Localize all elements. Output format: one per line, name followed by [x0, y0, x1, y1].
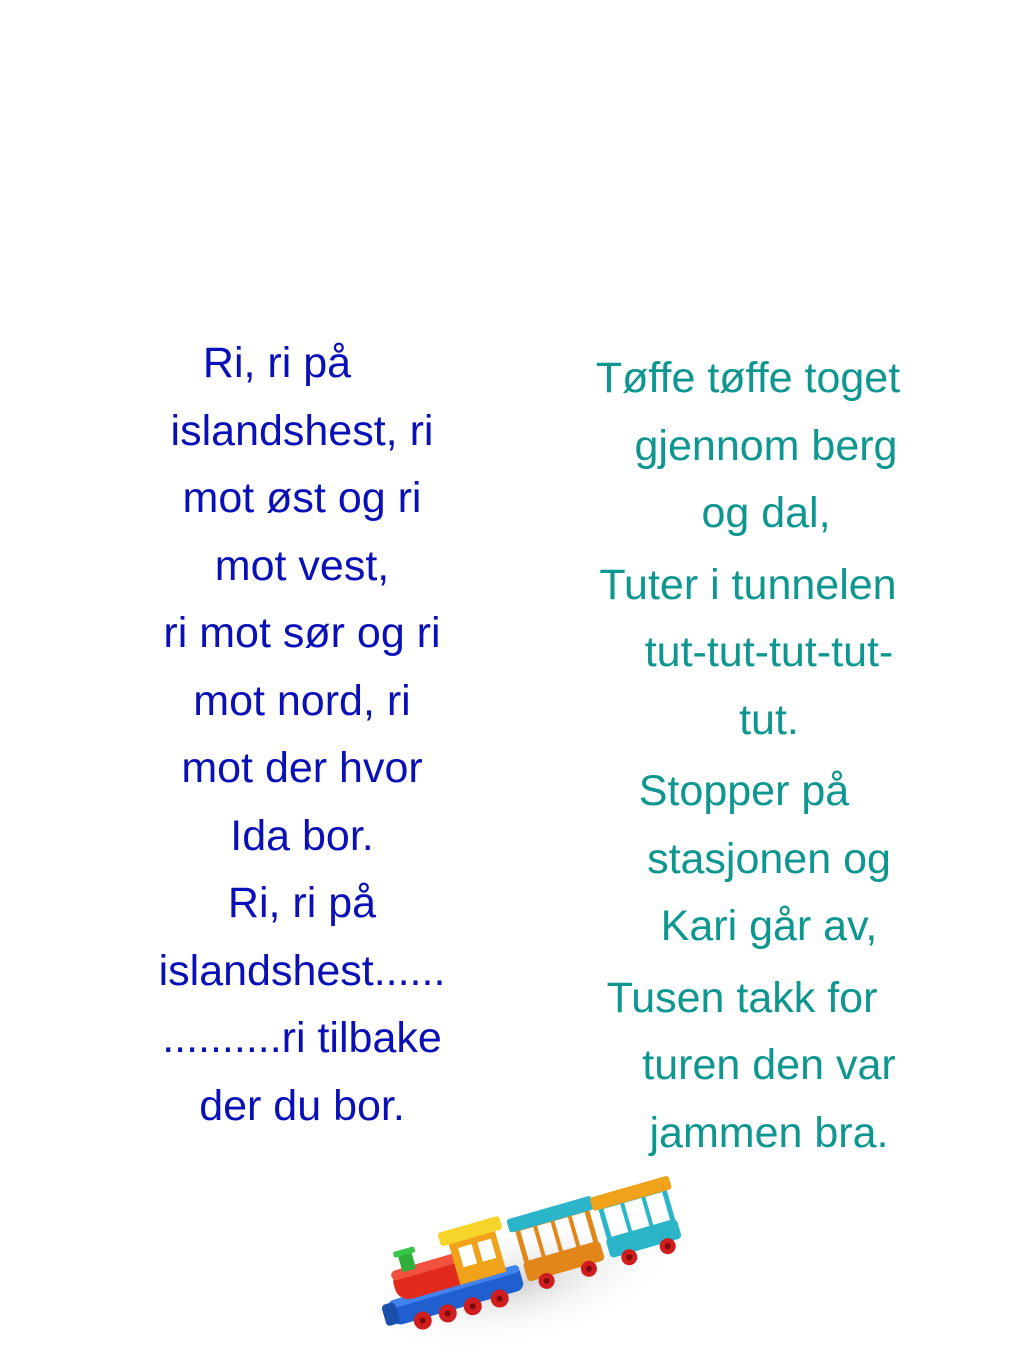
right-poem [548, 345, 948, 1171]
poem-line: Ri, ri på [202, 339, 352, 387]
poem-line: mot øst og ri [182, 474, 422, 522]
poem-line: mot der hvor [181, 744, 423, 792]
poem-line: Stopper på [638, 767, 850, 815]
poem-line: mot vest, [214, 541, 390, 590]
poem-line: gjennom berg [634, 421, 898, 470]
poem-line: ..........ri tilbake [162, 1014, 442, 1062]
poem-stanza [548, 758, 948, 961]
poem-line: Ri, ri på [227, 879, 377, 927]
poem-line: Ida bor. [230, 811, 374, 860]
poem-line: jammen bra. [649, 1108, 889, 1157]
poem-line: der du bor. [199, 1081, 405, 1130]
poem-line: ri mot sør og ri [163, 609, 441, 657]
poem-line: Tøffe tøffe toget [595, 354, 901, 402]
poem-line: og dal, [701, 489, 831, 537]
poem-stanza [548, 965, 948, 1168]
poem-line: Kari går av, [660, 902, 878, 950]
poem-line: islandshest, ri [170, 406, 434, 455]
poem-line: turen den var [642, 1041, 896, 1089]
poem-line: tut. [739, 695, 799, 744]
poem-line: Tuter i tunnelen [599, 560, 897, 609]
toy-train-icon [345, 1165, 685, 1365]
poem-stanza [548, 345, 948, 548]
poem-stanza [548, 552, 948, 755]
poem-line: mot nord, ri [193, 676, 411, 725]
poem-line: stasjonen og [647, 834, 891, 883]
poem-line: islandshest...... [158, 946, 446, 995]
poem-line: Tusen takk for [606, 973, 878, 1022]
left-poem [108, 330, 496, 1140]
poem-line: tut-tut-tut-tut- [644, 628, 894, 676]
